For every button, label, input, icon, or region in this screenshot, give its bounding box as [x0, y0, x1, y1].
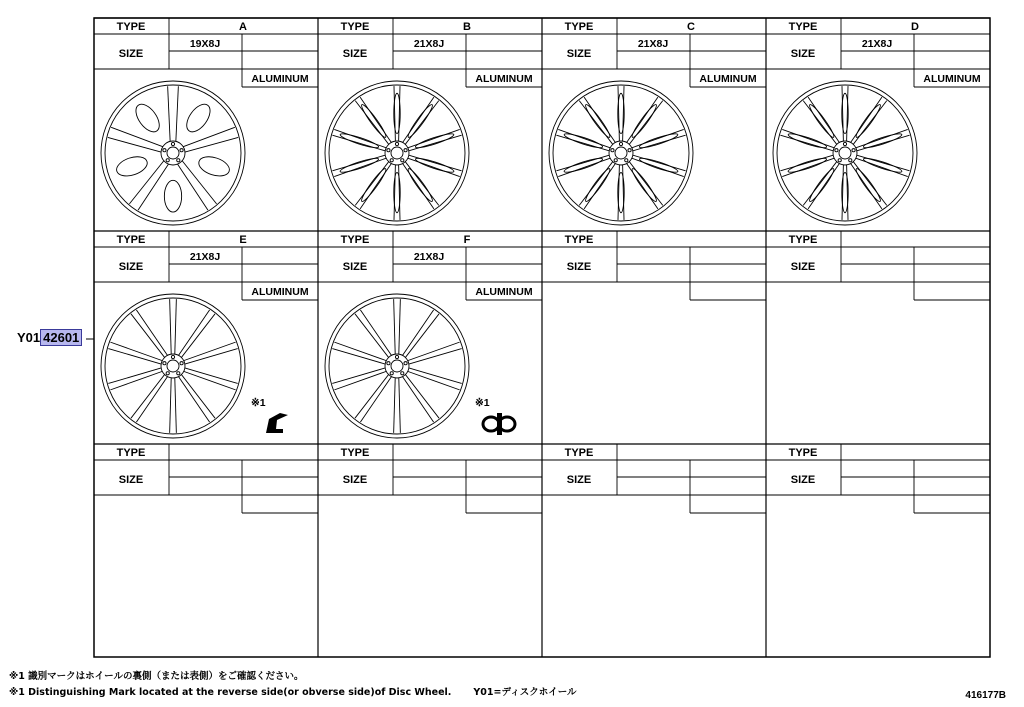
lug-hole — [835, 149, 838, 152]
material-value: ALUMINUM — [251, 286, 309, 298]
wheel-center-cap — [391, 360, 403, 372]
size-label: SIZE — [342, 474, 368, 486]
part-callout[interactable] — [17, 330, 82, 345]
wheel-spoke-window — [638, 131, 678, 150]
size-value: 21X8J — [189, 251, 221, 263]
wheel-center-cap — [167, 147, 179, 159]
type-value: A — [239, 21, 247, 33]
wheel-cell-empty-8[interactable] — [94, 444, 318, 513]
lug-hole — [395, 142, 398, 145]
lug-hole — [625, 159, 628, 162]
wheel-spoke-window — [854, 167, 883, 203]
wheel-cell-empty-10[interactable] — [542, 444, 766, 513]
lug-hole — [838, 159, 841, 162]
size-label: SIZE — [118, 48, 144, 60]
footnote-en-text: ※1 Distinguishing Mark located at the reverse side(or obverse side)of Disc Wheel. — [9, 687, 452, 698]
type-value: B — [463, 21, 471, 33]
wheel-rim-inner — [105, 298, 241, 434]
callout-prefix: Y01 — [17, 330, 41, 345]
wheel-spoke — [403, 377, 434, 422]
type-label: TYPE — [564, 234, 594, 246]
wheel-spoke-window — [406, 103, 435, 139]
wheel-spoke — [584, 164, 615, 209]
wheel-spoke — [394, 378, 396, 433]
lug-hole — [614, 159, 617, 162]
wheel-cell-b[interactable] — [318, 18, 542, 225]
type-value: D — [911, 21, 919, 33]
wheel-rim-outer — [101, 81, 245, 225]
wheel-rim-inner — [329, 85, 465, 221]
lug-hole — [171, 355, 174, 358]
wheel-center-cap — [839, 147, 851, 159]
wheel-spoke-window — [787, 156, 827, 175]
wheel-rim-outer — [325, 81, 469, 225]
wheel-cell-f[interactable] — [318, 231, 542, 438]
wheel-cell-a[interactable] — [94, 18, 318, 225]
wheel-rim-outer — [549, 81, 693, 225]
lug-hole — [852, 149, 855, 152]
wheel-spoke — [136, 377, 167, 422]
type-label: TYPE — [340, 21, 370, 33]
wheel-spoke — [808, 97, 839, 142]
material-value: ALUMINUM — [475, 73, 533, 85]
wheel-spoke — [176, 86, 179, 141]
lug-hole — [171, 142, 174, 145]
wheel-cell-e[interactable] — [94, 231, 318, 438]
wheel-spoke — [175, 299, 177, 354]
type-label: TYPE — [340, 234, 370, 246]
wheel-spoke — [403, 310, 434, 355]
wheel-window — [131, 100, 164, 136]
lug-hole — [387, 362, 390, 365]
wheel-spoke-window — [807, 103, 836, 139]
type-value: F — [463, 234, 471, 246]
wheel-spoke — [360, 377, 391, 422]
size-label: SIZE — [790, 474, 816, 486]
wheel-drawing-a[interactable] — [101, 81, 245, 225]
type-label: TYPE — [116, 234, 146, 246]
wheel-spoke — [170, 299, 172, 354]
type-label: TYPE — [116, 21, 146, 33]
wheel-spoke — [170, 378, 172, 433]
size-label: SIZE — [118, 474, 144, 486]
wheel-spoke-window — [414, 156, 454, 175]
wheel-spoke-window — [339, 156, 379, 175]
wheel-spoke — [627, 164, 658, 209]
lug-hole — [177, 159, 180, 162]
type-label: TYPE — [116, 447, 146, 459]
wheel-spoke — [399, 299, 401, 354]
wheel-window — [196, 153, 231, 179]
wheel-hub — [161, 354, 185, 378]
wheel-spoke — [627, 97, 658, 142]
size-label: SIZE — [790, 48, 816, 60]
wheel-cell-empty-9[interactable] — [318, 444, 542, 513]
wheel-spoke-window — [854, 103, 883, 139]
wheel-drawing-e[interactable] — [101, 294, 245, 438]
wheel-spoke — [179, 377, 210, 422]
wheel-cell-empty-6[interactable] — [542, 231, 766, 300]
wheel-spoke-window — [787, 131, 827, 150]
wheel-cell-empty-11[interactable] — [766, 444, 990, 513]
mark-note: ※1 — [251, 397, 266, 409]
wheel-rim-outer — [773, 81, 917, 225]
mark-note: ※1 — [475, 397, 490, 409]
wheel-spoke — [360, 310, 391, 355]
lug-hole — [166, 159, 169, 162]
size-label: SIZE — [566, 48, 592, 60]
lug-hole — [404, 149, 407, 152]
ring-mark-icon — [483, 413, 515, 435]
size-value: 21X8J — [637, 38, 669, 50]
material-value: ALUMINUM — [699, 73, 757, 85]
lug-hole — [177, 372, 180, 375]
wheel-rim-outer — [325, 294, 469, 438]
wheel-spoke — [136, 310, 167, 355]
wheel-spoke-window — [406, 167, 435, 203]
wheel-hub — [833, 141, 857, 165]
type-label: TYPE — [564, 447, 594, 459]
wheel-spoke-window — [583, 167, 612, 203]
wheel-spoke — [185, 137, 238, 152]
lug-hole — [401, 372, 404, 375]
wheel-center-cap — [167, 360, 179, 372]
wheel-spoke — [851, 164, 882, 209]
wheel-spoke — [179, 310, 210, 355]
size-value: 21X8J — [413, 251, 445, 263]
wheel-center-cap — [615, 147, 627, 159]
wheel-spoke-window — [339, 131, 379, 150]
wheel-spoke-window — [638, 156, 678, 175]
wheel-rim-inner — [329, 298, 465, 434]
wheel-window — [114, 153, 149, 179]
lug-hole — [843, 142, 846, 145]
wheel-spoke — [394, 299, 396, 354]
size-label: SIZE — [118, 261, 144, 273]
lug-hole — [401, 159, 404, 162]
size-label: SIZE — [342, 48, 368, 60]
lug-hole — [163, 362, 166, 365]
wheel-spoke-window — [359, 167, 388, 203]
wheel-cell-d[interactable] — [766, 18, 990, 225]
lug-hole — [395, 355, 398, 358]
wheel-rim-inner — [553, 85, 689, 221]
diagram-id: 416177B — [965, 690, 1006, 701]
part-number-42601[interactable]: 42601 — [40, 329, 82, 346]
wheel-window — [164, 180, 181, 212]
lug-hole — [628, 149, 631, 152]
lug-hole — [849, 159, 852, 162]
wheel-spoke-window — [563, 156, 603, 175]
size-value: 21X8J — [861, 38, 893, 50]
lug-hole — [611, 149, 614, 152]
wheel-drawing-f[interactable] — [325, 294, 469, 438]
step-mark-icon — [266, 413, 288, 433]
type-label: TYPE — [788, 234, 818, 246]
wheel-drawing-d[interactable] — [773, 81, 917, 225]
wheel-spoke — [360, 164, 391, 209]
wheel-spoke — [183, 127, 235, 146]
wheel-spoke-window — [807, 167, 836, 203]
footnote-jp: ※1 識別マークはホイールの裏側（または表側）をご確認ください。 — [9, 671, 304, 682]
wheel-spoke-window — [862, 156, 902, 175]
wheel-spoke — [360, 97, 391, 142]
wheel-window — [182, 100, 215, 136]
lug-hole — [166, 372, 169, 375]
wheel-spoke — [399, 378, 401, 433]
size-label: SIZE — [566, 261, 592, 273]
wheel-spoke-window — [583, 103, 612, 139]
wheel-hub — [609, 141, 633, 165]
wheel-spoke-window — [414, 131, 454, 150]
wheel-drawing-c[interactable] — [549, 81, 693, 225]
lug-hole — [387, 149, 390, 152]
wheel-spoke — [851, 97, 882, 142]
wheel-rim-outer — [101, 294, 245, 438]
wheel-hub — [385, 141, 409, 165]
wheel-spoke — [808, 164, 839, 209]
wheel-hub — [161, 141, 185, 165]
wheel-cell-c[interactable] — [542, 18, 766, 225]
lug-hole — [180, 362, 183, 365]
size-label: SIZE — [790, 261, 816, 273]
type-value: E — [239, 234, 247, 246]
lug-hole — [390, 372, 393, 375]
size-value: 21X8J — [413, 38, 445, 50]
footnote-en — [9, 684, 577, 698]
wheel-spoke-window — [359, 103, 388, 139]
type-label: TYPE — [788, 21, 818, 33]
material-value: ALUMINUM — [923, 73, 981, 85]
wheel-spoke-window — [630, 103, 659, 139]
wheel-spoke-window — [563, 131, 603, 150]
wheel-cell-empty-7[interactable] — [766, 231, 990, 300]
wheel-center-cap — [391, 147, 403, 159]
wheel-spoke — [584, 97, 615, 142]
wheel-spoke — [403, 164, 434, 209]
size-label: SIZE — [566, 474, 592, 486]
type-label: TYPE — [564, 21, 594, 33]
wheel-spoke-window — [862, 131, 902, 150]
wheel-spoke — [403, 97, 434, 142]
lug-hole — [619, 142, 622, 145]
lug-hole — [404, 362, 407, 365]
wheel-spoke — [108, 137, 161, 152]
type-value: C — [687, 21, 695, 33]
wheel-drawing-b[interactable] — [325, 81, 469, 225]
wheel-hub — [385, 354, 409, 378]
lug-hole — [180, 149, 183, 152]
wheel-rim-inner — [105, 85, 241, 221]
wheel-spoke-window — [630, 167, 659, 203]
material-value: ALUMINUM — [475, 286, 533, 298]
wheel-spoke — [175, 378, 177, 433]
material-value: ALUMINUM — [251, 73, 309, 85]
wheel-spoke — [168, 86, 171, 141]
size-value: 19X8J — [189, 38, 221, 50]
wheel-rim-inner — [777, 85, 913, 221]
lug-hole — [163, 149, 166, 152]
legend-text: Y01=ディスクホイール — [473, 687, 577, 698]
type-label: TYPE — [340, 447, 370, 459]
wheel-spoke — [111, 127, 163, 146]
type-label: TYPE — [788, 447, 818, 459]
size-label: SIZE — [342, 261, 368, 273]
lug-hole — [390, 159, 393, 162]
